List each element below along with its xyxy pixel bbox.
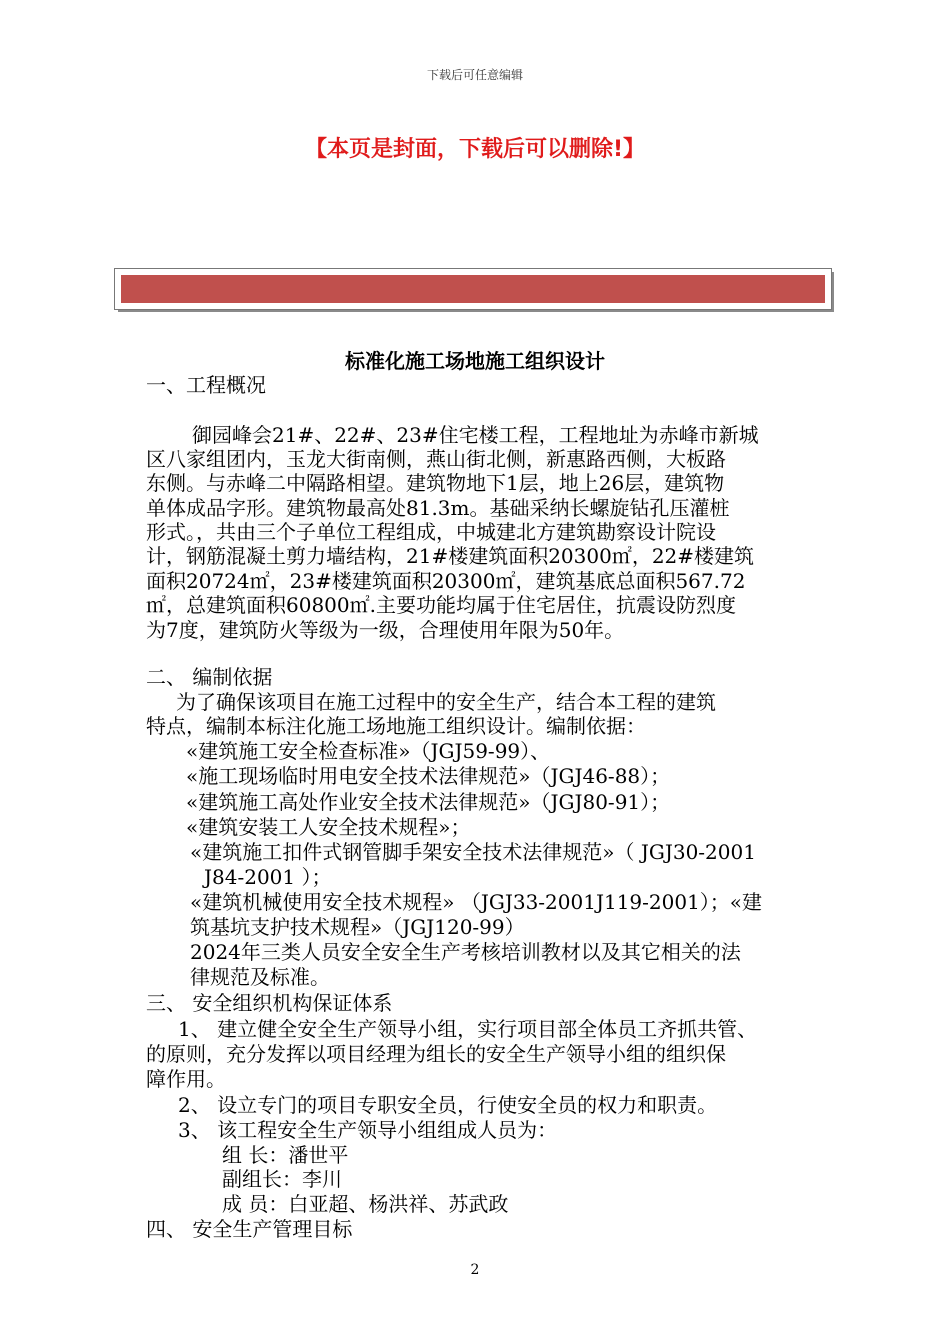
cover-notice: 【本页是封面，下载后可以删除!】 [304, 137, 646, 162]
list-item: 3、 该工程安全生产领导小组组成人员为： [178, 1118, 558, 1142]
reference-item: «建筑施工扣件式钢管脚手架安全技术法律规范»（ JGJ30-2001 [190, 840, 756, 864]
paragraph-line: 的原则，充分发挥以项目经理为组长的安全生产领导小组的组织保 [146, 1042, 726, 1066]
section-heading: 二、 编制依据 [146, 665, 273, 689]
paragraph-line: 单体成品字形。建筑物最高处81.3m。基础采纳长螺旋钻孔压灌桩 [146, 496, 730, 520]
paragraph-line: 为了确保该项目在施工过程中的安全生产，结合本工程的建筑 [176, 690, 716, 714]
paragraph-line: 面积20724㎡，23#楼建筑面积20300㎡，建筑基底总面积567.72 [146, 569, 746, 593]
reference-item-continued: 筑基坑支护技术规程»（JGJ120-99） [190, 915, 525, 939]
paragraph-line: 形式。，共由三个子单位工程组成，中城建北方建筑勘察设计院设 [146, 520, 716, 544]
section-heading: 四、 安全生产管理目标 [146, 1217, 353, 1241]
reference-item: «建筑施工安全检查标准»（JGJ59-99）、 [186, 739, 551, 763]
reference-item: «建筑安装工人安全技术规程»； [186, 815, 471, 839]
reference-item: «施工现场临时用电安全技术法律规范»（JGJ46-88）； [186, 764, 671, 788]
document-title: 标准化施工场地施工组织设计 [345, 349, 605, 373]
paragraph-line: 御园峰会21#、22#、23#住宅楼工程，工程地址为赤峰市新城 [192, 423, 759, 447]
page-number: 2 [470, 1262, 480, 1278]
header-note: 下载后可任意编辑 [426, 68, 523, 82]
paragraph-line: 东侧。与赤峰二中隔路相望。建筑物地下1层，地上26层，建筑物 [146, 471, 725, 495]
paragraph-line: ㎡，总建筑面积60800㎡.主要功能均属于住宅居住，抗震设防烈度 [146, 593, 736, 617]
list-item: 2、 设立专门的项目专职安全员，行使安全员的权力和职责。 [178, 1093, 718, 1117]
paragraph-line: 特点，编制本标注化施工场地施工组织设计。编制依据： [146, 714, 646, 738]
section-heading: 三、 安全组织机构保证体系 [146, 991, 393, 1015]
member-line: 组 长：潘世平 [222, 1143, 349, 1167]
banner-fill [121, 275, 825, 303]
section-heading: 一、工程概况 [146, 373, 266, 397]
paragraph-line: 计，钢筋混凝土剪力墙结构，21#楼建筑面积20300㎡，22#楼建筑 [146, 544, 755, 568]
paragraph-line: 为7度，建筑防火等级为一级，合理使用年限为50年。 [146, 618, 625, 642]
reference-item-continued: J84-2001 ）； [204, 865, 332, 889]
decorative-banner [114, 268, 832, 310]
paragraph-line: 障作用。 [146, 1067, 226, 1091]
reference-item: «建筑机械使用安全技术规程» （JGJ33-2001J119-2001）；«建 [190, 890, 763, 914]
paragraph-line: 区八家组团内，玉龙大街南侧，燕山街北侧，新惠路西侧，大板路 [146, 447, 726, 471]
reference-item: 2024年三类人员安全安全生产考核培训教材以及其它相关的法 [190, 940, 741, 964]
reference-item: «建筑施工高处作业安全技术法律规范»（JGJ80-91）； [186, 790, 671, 814]
member-line: 成 员：白亚超、杨洪祥、苏武政 [222, 1192, 509, 1216]
reference-item-continued: 律规范及标准。 [190, 965, 330, 989]
member-line: 副组长：李川 [222, 1167, 342, 1191]
list-item: 1、 建立健全安全生产领导小组，实行项目部全体员工齐抓共管、 [178, 1017, 758, 1041]
